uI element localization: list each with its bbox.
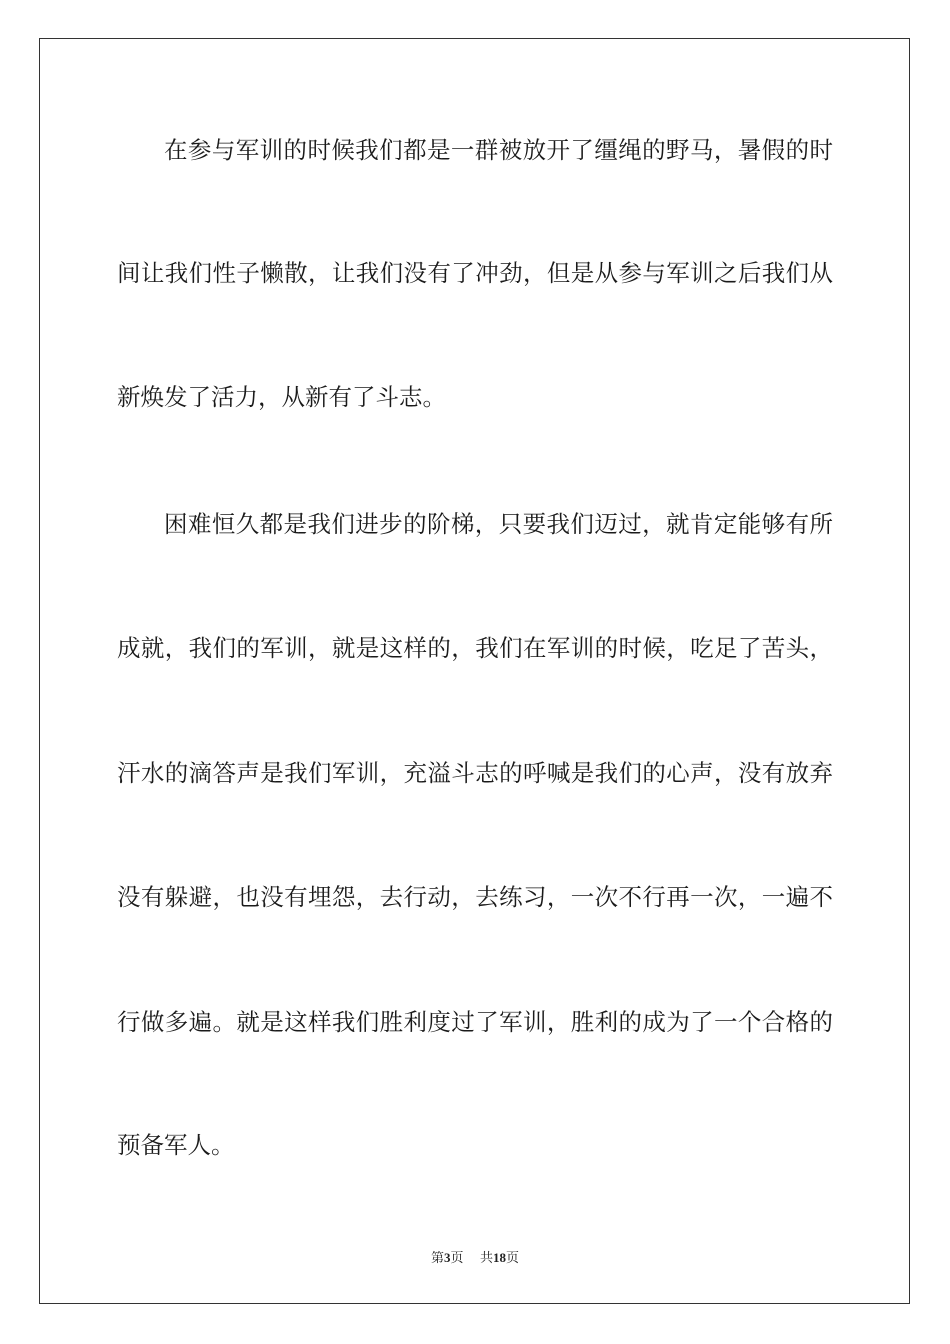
paragraph-1-line-1: 在参与军训的时候我们都是一群被放开了缰绳的野马，暑假的时 (164, 136, 833, 164)
page-border (39, 38, 910, 1304)
footer-page-prefix: 第 (430, 1251, 444, 1266)
paragraph-2-line-3: 汗水的滴答声是我们军训，充溢斗志的呼喊是我们的心声，没有放弃 (117, 759, 833, 787)
paragraph-1-line-3: 新焕发了活力，从新有了斗志。 (117, 383, 446, 411)
paragraph-2-line-5: 行做多遍。就是这样我们胜利度过了军训，胜利的成为了一个合格的 (117, 1008, 833, 1036)
footer-total-suffix: 页 (506, 1251, 520, 1266)
footer-total-pages: 18 (493, 1250, 507, 1265)
paragraph-2-line-6: 预备军人。 (117, 1131, 235, 1159)
page-footer (0, 1247, 950, 1266)
footer-page-number: 3 (443, 1250, 451, 1265)
paragraph-2-line-2: 成就，我们的军训，就是这样的，我们在军训的时候，吃足了苦头， (117, 634, 833, 662)
paragraph-2-line-1: 困难恒久都是我们进步的阶梯，只要我们迈过，就肯定能够有所 (164, 510, 833, 538)
paragraph-1-line-2: 间让我们性子懒散，让我们没有了冲劲，但是从参与军训之后我们从 (117, 259, 833, 287)
footer-total-prefix: 共 (480, 1251, 494, 1266)
paragraph-2-line-4: 没有躲避，也没有埋怨，去行动，去练习，一次不行再一次，一遍不 (117, 883, 833, 911)
footer-page-suffix: 页 (450, 1251, 464, 1266)
